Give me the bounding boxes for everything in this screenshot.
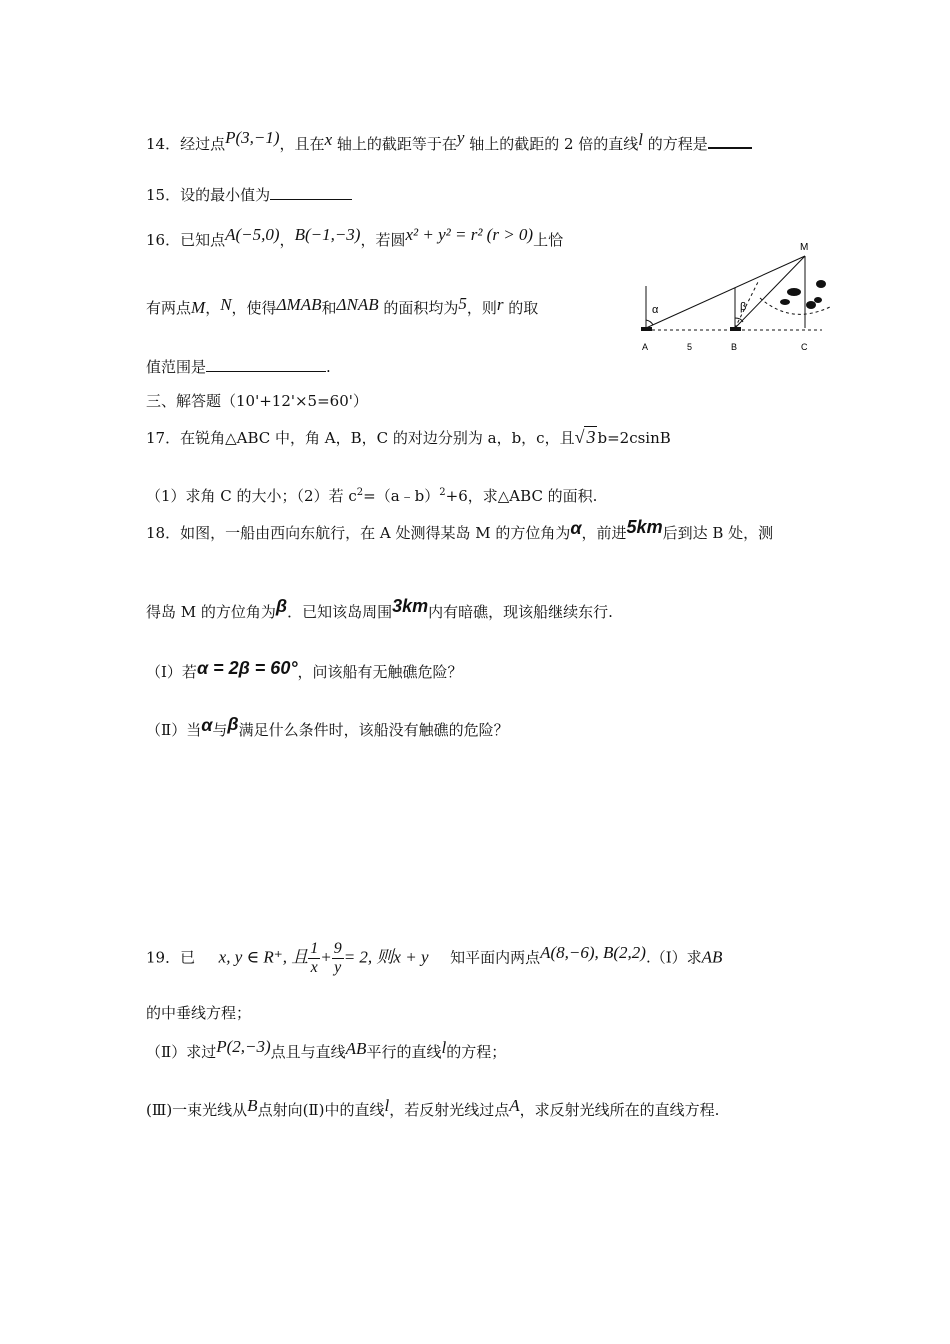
island-reef-2: [816, 280, 826, 288]
question-19-part-2: （Ⅱ）求过P(2,−3)点且与直线AB平行的直线l的方程；: [146, 1037, 507, 1061]
answer-blank-15: [270, 185, 352, 200]
question-18-line-1: 18．如图，一船由西向东航行，在 A 处测得某岛 M 的方位角为α，前进5km后到达 B 处，测: [146, 517, 774, 542]
island-reef-5: [814, 297, 822, 303]
question-17-line-1: 17．在锐角△ABC 中，角 A，B，C 的对边分别为 a，b，c，且√ 3 b=2csinB: [146, 427, 671, 447]
figure-label-beta: β: [740, 301, 747, 313]
question-19-line-2: 的中垂线方程；: [146, 1004, 252, 1022]
island-reef-1: [787, 288, 801, 296]
question-15: 15．设的最小值为: [146, 184, 352, 206]
figure-label-c: C: [801, 342, 808, 352]
figure-label-5: 5: [687, 342, 693, 352]
fraction-9-over-y: $\frac{9}{y}$: [333, 940, 342, 976]
question-16-line-1: 16．已知点A(−5,0)，B(−1,−3)，若圆x² + y² = r² (r > 0)上恰: [146, 225, 564, 249]
answer-blank-16: [206, 357, 326, 372]
sqrt-3: √ 3: [574, 427, 596, 447]
question-17-line-2: （1）求角 C 的大小；（2）若 $c^2=(a﹣b)^2+6$，求△ABC 的面积.: [146, 487, 598, 505]
answer-blank-14: [708, 133, 752, 149]
q14-number: 14．: [146, 135, 181, 153]
figure-label-a: A: [642, 342, 649, 352]
question-14: 14．经过点P(3,−1)，且在x 轴上的截距等于在y 轴上的截距的 2 倍的直线l 的方程是: [146, 133, 752, 155]
island-reef-3: [780, 299, 790, 305]
island-reef-4: [806, 301, 816, 309]
question-19-part-3: (Ⅲ)一束光线从B点射向(Ⅱ)中的直线l，若反射光线过点A，求反射光线所在的直线方程.: [146, 1096, 720, 1119]
question-18-part-2: （Ⅱ）当α与β满足什么条件时，该船没有触礁的危险？: [146, 714, 509, 739]
section-heading-3: 三、解答题（10'+12'×5=60'）: [146, 392, 368, 410]
question-18-part-1: （Ⅰ）若α = 2β = 60°，问该船有无触礁危险？: [146, 658, 463, 681]
question-19-line-1: 19．已 x, y ∈ R⁺, 且 $\frac{1}{x}$ + $\frac{9}{y}$ = 2, 则x + y 知平面内两点A(8,−6), B(2,2).（Ⅰ）求AB: [146, 940, 723, 976]
question-18-line-2: 得岛 M 的方位角为β．已知该岛周围3km内有暗礁，现该船继续东行.: [146, 596, 613, 621]
question-16-line-2: 有两点M，N，使得ΔMAB和ΔNAB 的面积均为5，则r 的取: [146, 294, 539, 317]
figure-label-alpha: α: [652, 304, 659, 316]
figure-label-m: M: [800, 242, 809, 253]
figure-label-b: B: [731, 342, 738, 352]
question-16-line-3: 值范围是 .: [146, 358, 331, 376]
fraction-1-over-x: $\frac{1}{x}$: [310, 940, 319, 976]
point-p: P(3,−1): [225, 128, 280, 147]
ship-island-figure: [632, 236, 844, 356]
